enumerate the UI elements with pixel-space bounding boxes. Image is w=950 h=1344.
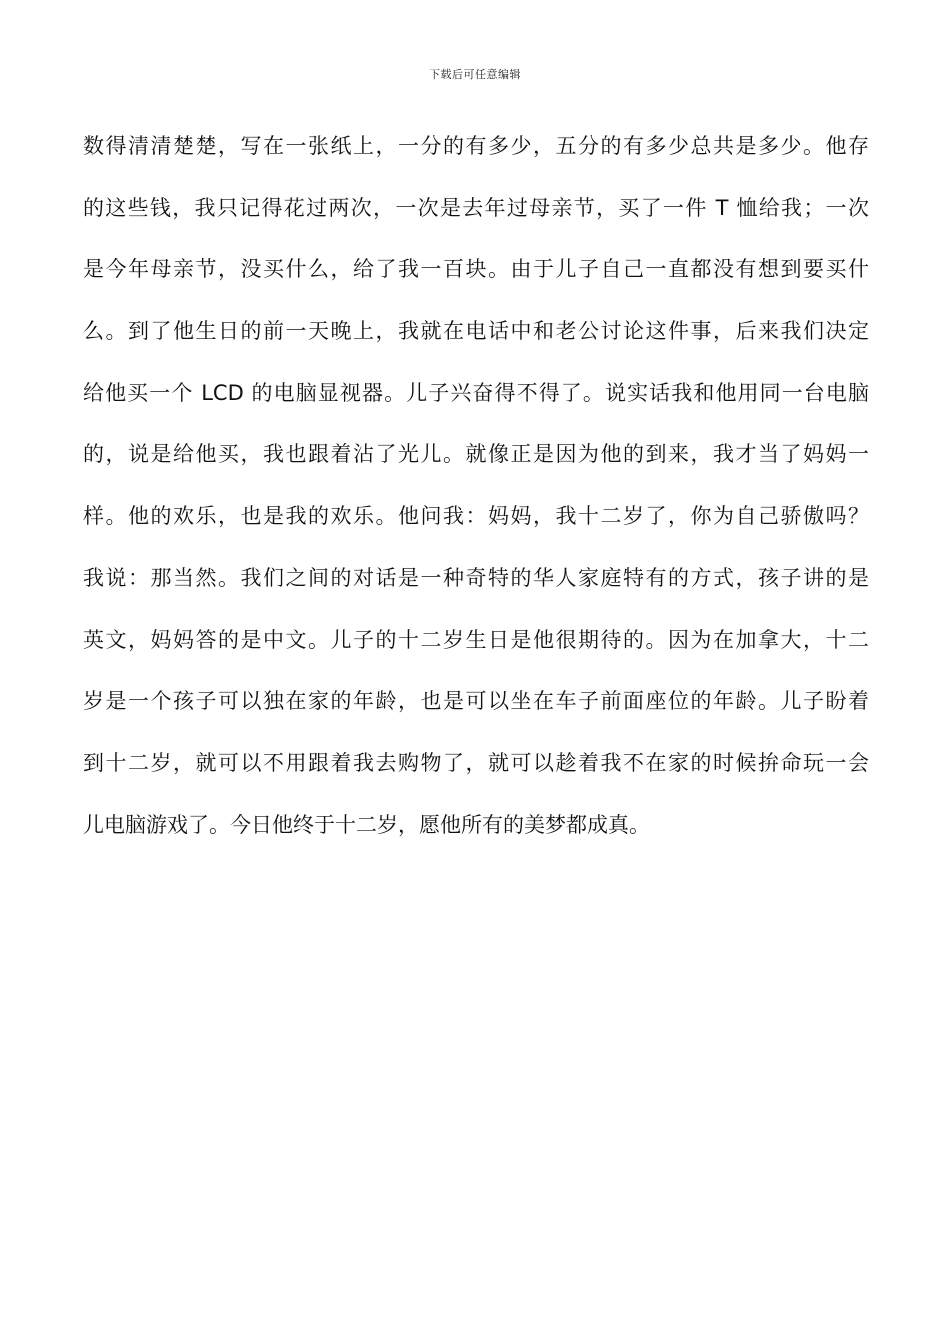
text-line: 到十二岁，就可以不用跟着我去购物了，就可以趁着我不在家的时候拚命玩一会 — [83, 750, 869, 775]
body-text — [83, 116, 869, 856]
text-line: 样。他的欢乐，也是我的欢乐。他问我：妈妈，我十二岁了，你为自己骄傲吗？ — [83, 504, 869, 529]
text-line: 的这些钱，我只记得花过两次，一次是去年过母亲节，买了一件 T 恤给我；一次 — [83, 195, 869, 220]
text-line: 么。到了他生日的前一天晚上，我就在电话中和老公讨论这件事，后来我们决定 — [83, 319, 869, 344]
text-line: 英文，妈妈答的是中文。儿子的十二岁生日是他很期待的。因为在加拿大，十二 — [83, 627, 869, 652]
text-line: 的，说是给他买，我也跟着沾了光儿。就像正是因为他的到来，我才当了妈妈一 — [83, 442, 869, 467]
text-line: 岁是一个孩子可以独在家的年龄，也是可以坐在车子前面座位的年龄。儿子盼着 — [83, 689, 869, 714]
text-line: 儿电脑游戏了。今日他终于十二岁，愿他所有的美梦都成真。 — [83, 812, 650, 837]
text-line: 是今年母亲节，没买什么，给了我一百块。由于儿子自己一直都没有想到要买什 — [83, 257, 869, 282]
text-line: 数得清清楚楚，写在一张纸上，一分的有多少，五分的有多少总共是多少。他存 — [83, 134, 869, 158]
text-line: 我说：那当然。我们之间的对话是一种奇特的华人家庭特有的方式，孩子讲的是 — [83, 565, 869, 590]
text-line: 给他买一个 LCD 的电脑显视器。儿子兴奋得不得了。说实话我和他用同一台电脑 — [83, 380, 869, 405]
page-header: 下载后可任意编辑 — [429, 68, 521, 81]
